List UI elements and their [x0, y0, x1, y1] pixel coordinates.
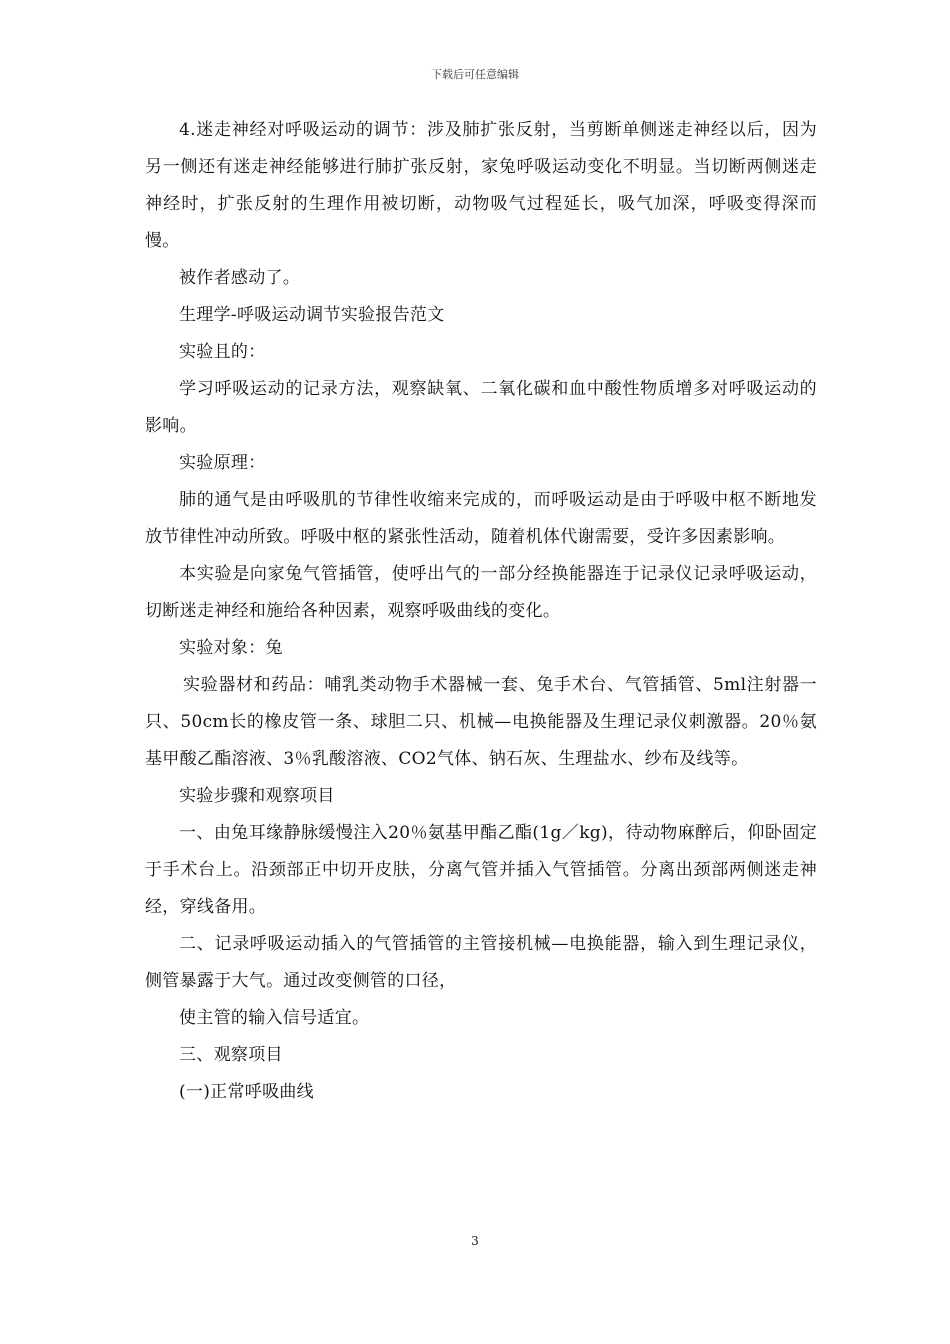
paragraph-normal-curve: (一)正常呼吸曲线 [179, 1082, 314, 1102]
paragraph-purpose: 学习呼吸运动的记录方法，观察缺氧、二氧化碳和血中酸性物质增多对呼吸运动的影响。 [145, 379, 817, 436]
paragraph-vagus-regulation: 4.迷走神经对呼吸运动的调节：涉及肺扩张反射，当剪断单侧迷走神经以后，因为另一侧还有迷走神经能够进行肺扩张反射，家兔呼吸运动变化不明显。当切断两侧迷走神经时，扩张反射的生理作用被切断，动物吸气过程延长，吸气加深，呼吸变得深而慢。 [145, 120, 817, 251]
paragraph-moved: 被作者感动了。 [179, 268, 301, 288]
paragraph-subject: 实验对象：兔 [179, 638, 283, 658]
paragraph-step-1: 一、由兔耳缘静脉缓慢注入20％氨基甲酯乙酯(1g／kg)，待动物麻醉后，仰卧固定于手术台上。沿颈部正中切开皮肤，分离气管并插入气管插管。分离出颈部两侧迷走神经，穿线备用。 [145, 823, 817, 917]
paragraph-materials: 实验器材和药品：哺乳类动物手术器械一套、兔手术台、气管插管、5ml注射器一只、50cm长的橡皮管一条、球胆二只、机械—电换能器及生理记录仪刺激器。20％氨基甲酸乙酯溶液、3％乳酸溶液、CO2气体、钠石灰、生理盐水、纱布及线等。 [145, 675, 817, 769]
paragraph-step-2-cont: 使主管的输入信号适宜。 [179, 1008, 370, 1028]
heading-observation: 三、观察项目 [179, 1045, 283, 1065]
document-title: 生理学-呼吸运动调节实验报告范文 [179, 305, 445, 325]
heading-principle: 实验原理： [179, 453, 266, 473]
paragraph-step-2: 二、记录呼吸运动插入的气管插管的主管接机械—电换能器，输入到生理记录仪，侧管暴露于大气。通过改变侧管的口径， [145, 934, 817, 991]
page-number: 3 [471, 1234, 479, 1248]
paragraph-principle-2: 本实验是向家兔气管插管，使呼出气的一部分经换能器连于记录仪记录呼吸运动，切断迷走神经和施给各种因素，观察呼吸曲线的变化。 [145, 564, 817, 621]
heading-purpose: 实验且的： [179, 342, 266, 362]
page-header: 下载后可任意编辑 [431, 68, 519, 81]
heading-steps: 实验步骤和观察项目 [179, 786, 335, 806]
paragraph-principle-1: 肺的通气是由呼吸肌的节律性收缩来完成的，而呼吸运动是由于呼吸中枢不断地发放节律性冲动所致。呼吸中枢的紧张性活动，随着机体代谢需要，受许多因素影响。 [145, 490, 817, 547]
document-body [145, 112, 817, 1111]
